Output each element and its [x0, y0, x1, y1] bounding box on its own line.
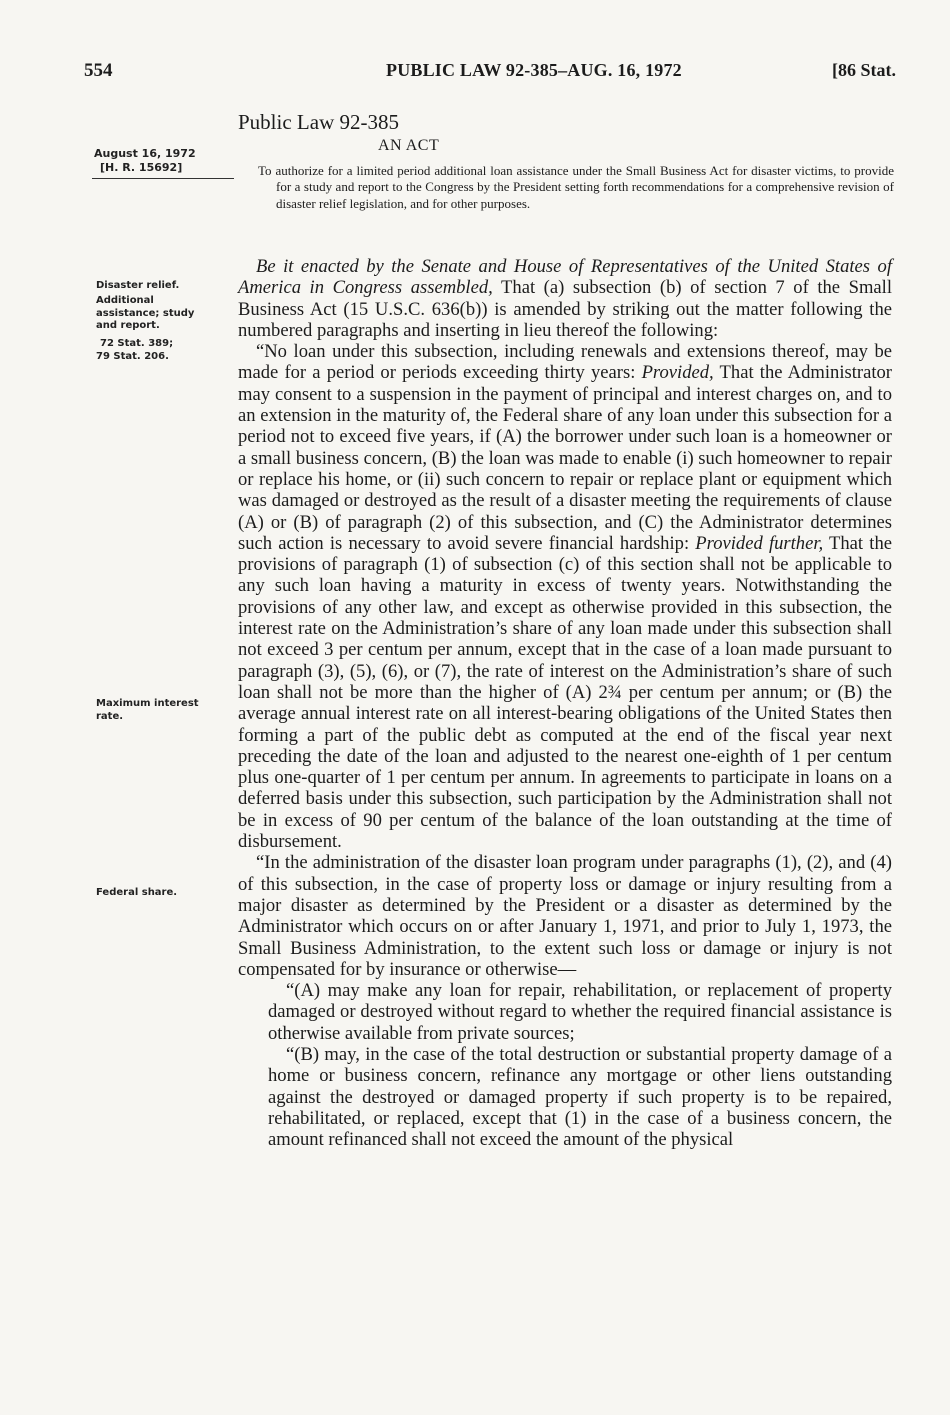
sidenote-disaster-relief: Disaster relief.: [96, 280, 180, 291]
enactment-date-note: [94, 147, 196, 175]
enactment-date: August 16, 1972: [94, 147, 196, 160]
running-title: PUBLIC LAW 92-385–AUG. 16, 1972: [386, 60, 682, 80]
sidenote-additional-assistance: Additional assistance; study and report.: [96, 295, 195, 332]
volume-reference: [86 Stat.: [832, 60, 896, 80]
sidenote-stat-79: 79 Stat. 206.: [96, 351, 169, 362]
sidenote-stat-72: 72 Stat. 389;: [100, 338, 174, 349]
paragraph-disaster-program: “In the administration of the disaster loan program under paragraphs (1), (2), and (4) of this subsection, in the case of property loss or damage or injury resulting from a major disaster as determined by the President or a disaster as determined by the Administrator which occurs on or after January 1, 1971, and prior to July 1, 1973, the Small Business Administration, to the extent such loss or damage or injury is not compensated for by insurance or otherwise—: [238, 852, 892, 980]
proviso-label: Provided,: [641, 362, 714, 384]
an-act-heading: AN ACT: [378, 137, 440, 154]
sidenote-maximum-interest-rate: Maximum interest rate.: [96, 698, 199, 722]
act-body: [238, 256, 892, 1150]
bill-number: [H. R. 15692]: [100, 161, 183, 174]
sidenote-federal-share: Federal share.: [96, 887, 178, 898]
enacting-clause: [238, 256, 892, 341]
law-title: Public Law 92-385: [238, 110, 399, 134]
page-number: 554: [84, 60, 113, 81]
enacting-text: That (a) subsection (b) of section 7 of the Small Business Act (15 U.S.C. 636(b)) is amended by striking out the matter following the numbered paragraphs and inserting in lieu thereof the following:: [238, 277, 892, 341]
proviso-further-label: Provided further,: [695, 532, 824, 554]
loan-terms-part-2: That the Administrator may consent to a suspension in the payment of principal and interest charges on, and to an extension in the maturity of, the Federal share of any loan under this subsection for a period not to exceed five years, if (A) the borrower under such loan is a homeowner or a small business concern, (B) the loan was made to enable (i) such homeowner to repair or replace his home, or (ii) such concern to repair or replace plant or equipment which was damaged or destroyed as the result of a disaster meeting the requirements of clause (A) or (B) of paragraph (2) of this subsection, and (C) the Administrator determines such action is necessary to avoid severe financial hardship:: [238, 362, 892, 554]
running-header: [84, 60, 896, 90]
loan-terms-part-3: That the provisions of paragraph (1) of subsection (c) of this section shall not be applicable to any such loan having a maturity in excess of twenty years. Notwithstanding the provisions of any other law, and except as otherwise provided in this subsection, the interest rate on the Administration’s share of any loan made under this subsection shall not exceed 3 per centum per annum, except that in the case of a loan made pursuant to paragraph (3), (5), (6), or (7), the rate of interest on the Administration’s share of such loan shall not be more than the higher of (A) 2¾ per centum per annum; or (B) the average annual interest rate on all interest-bearing obligations of the United States then forming a part of the public debt as computed at the end of the fiscal year next preceding the date of the loan and adjusted to the nearest one-eighth of 1 per centum plus one-quarter of 1 per centum per annum. In agreements to participate in loans on a deferred basis under this subsection, such participation by the Administration shall not be in excess of 90 per centum of the balance of the loan outstanding at the time of disbursement.: [238, 532, 892, 853]
sidenote-divider: [92, 178, 234, 179]
purpose-text: To authorize for a limited period additional loan assistance under the Small Business Act for disaster victims, to provide for a study and report to the Congress by the President setting forth recommendations for a comprehensive revision of disaster relief legislation, and for other purposes.: [258, 163, 894, 211]
loan-terms-part-1: “No loan under this subsection, including renewals and extensions thereof, may be made for a period or periods exceeding thirty years:: [238, 341, 892, 384]
clause-b: “(B) may, in the case of the total destruction or substantial property damage of a home or business concern, refinance any mortgage or other liens outstanding against the destroyed or damaged property if such property is to be repaired, rehabilitated, or replaced, except that (1) in the case of a business concern, the amount refinanced shall not exceed the amount of the physical: [268, 1043, 892, 1151]
enacting-formula: Be it enacted by the Senate and House of Representatives of the United States of America in Congress assembled,: [238, 256, 892, 299]
clause-a: “(A) may make any loan for repair, rehabilitation, or replacement of property damaged or destroyed without regard to whether the required financial assistance is otherwise available from private sources;: [268, 980, 892, 1044]
paragraph-loan-terms: [238, 341, 892, 852]
purpose-clause: [258, 163, 894, 212]
